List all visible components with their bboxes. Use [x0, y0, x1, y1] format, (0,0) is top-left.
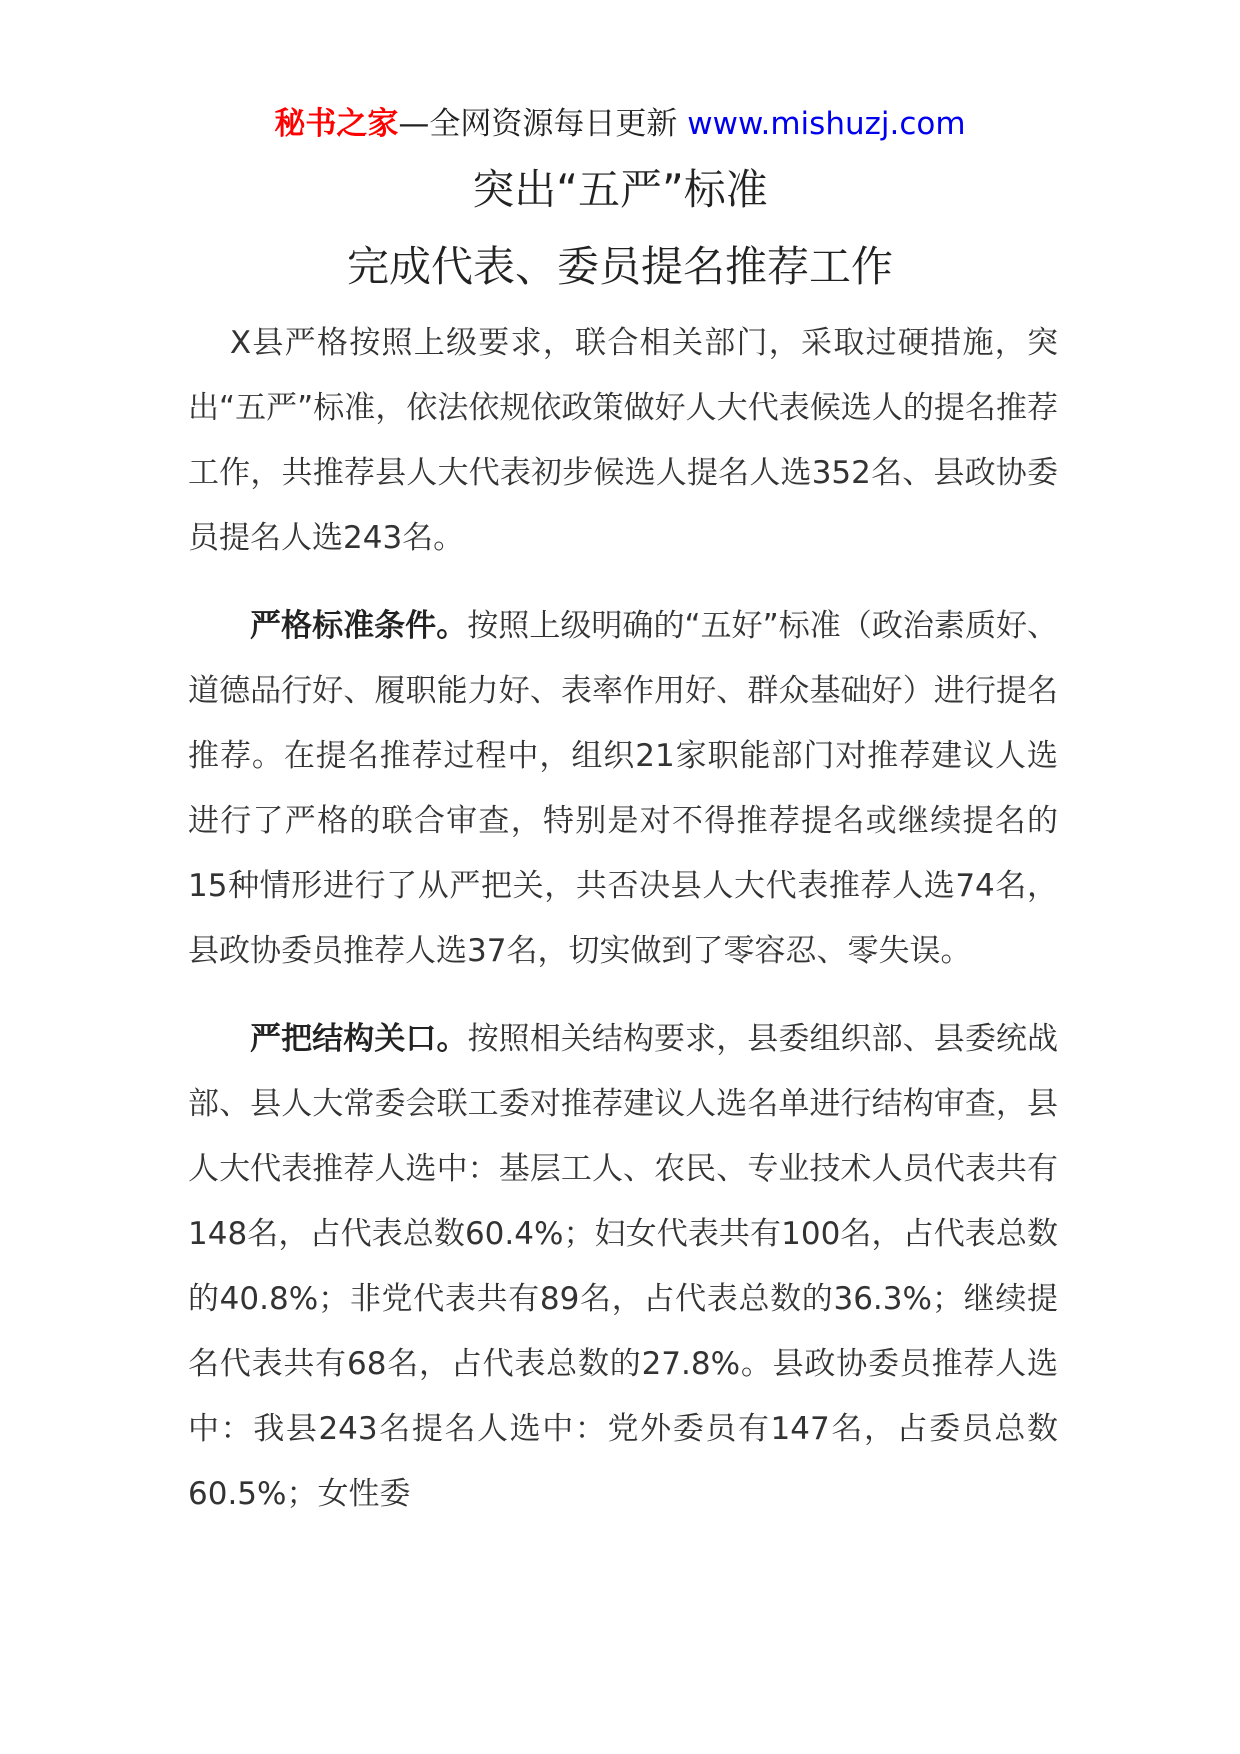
section-heading-structure: 严把结构关口。 — [250, 1021, 468, 1057]
section-paragraph — [188, 1007, 1058, 1527]
document-body — [188, 311, 1058, 1527]
site-header — [0, 102, 1240, 146]
intro-paragraph — [188, 311, 1058, 571]
site-slogan: —全网资源每日更新 — [398, 106, 678, 142]
site-brand: 秘书之家 — [274, 106, 399, 142]
intro-paragraph-text: X县严格按照上级要求，联合相关部门，采取过硬措施，突出“五严”标准，依法依规依政策做好人大代表候选人的提名推荐工作，共推荐县人大代表初步候选人提名人选352名、县政协委员提名人选243名。 — [188, 325, 1058, 556]
section-text-standards: 按照上级明确的“五好”标准（政治素质好、道德品行好、履职能力好、表率作用好、群众基础好）进行提名推荐。在提名推荐过程中，组织21家职能部门对推荐建议人选进行了严格的联合审查，特别是对不得推荐提名或继续提名的15种情形进行了从严把关，共否决县人大代表推荐人选74名，县政协委员推荐人选37名，切实做到了零容忍、零失误。 — [188, 608, 1059, 969]
document-title-line-2: 完成代表、委员提名推荐工作 — [346, 242, 893, 291]
section-paragraph — [188, 594, 1058, 984]
section-heading-standards: 严格标准条件。 — [250, 608, 468, 644]
site-url-link[interactable]: www.mishuzj.com — [687, 106, 966, 142]
document-title-line-1: 突出“五严”标准 — [472, 165, 768, 214]
section-text-structure: 按照相关结构要求，县委组织部、县委统战部、县人大常委会联工委对推荐建议人选名单进行结构审查，县人大代表推荐人选中：基层工人、农民、专业技术人员代表共有148名，占代表总数60.4%；妇女代表共有100名，占代表总数的40.8%；非党代表共有89名，占代表总数的36.3%；继续提名代表共有68名，占代表总数的27.8%。县政协委员推荐人选中：我县243名提名人选中：党外委员有147名，占委员总数60.5%；女性委 — [188, 1021, 1059, 1512]
